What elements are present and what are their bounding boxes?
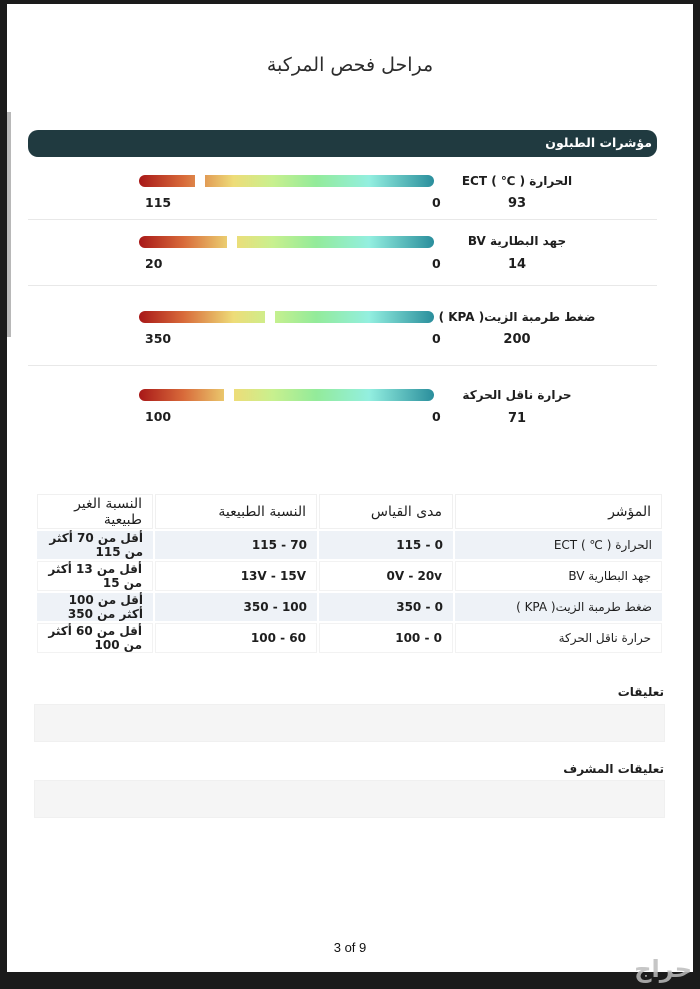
gauge-bar (139, 236, 434, 248)
cell-indicator: ضغط طرمبة الزيت( KPA ) (455, 593, 662, 621)
gauge-bar (139, 389, 434, 401)
table-row (37, 623, 662, 653)
gauge-marker (227, 236, 237, 248)
cell-normal: 70 - 115 (155, 531, 317, 559)
header-indicator: المؤشر (455, 494, 662, 529)
gauge-row-transmission-temp (28, 366, 657, 436)
gauge-marker (195, 175, 205, 187)
table-row (37, 561, 662, 591)
scrollbar-thumb[interactable] (7, 112, 11, 337)
cell-indicator: جهد البطارية BV (455, 561, 662, 591)
cell-range: 0 - 350 (319, 593, 453, 621)
cell-indicator: الحرارة ( ℃ ) ECT (455, 531, 662, 559)
gauge-label: ضغط طرمبة الزيت( KPA ) (438, 310, 596, 324)
supervisor-comments-label: تعليقات المشرف (563, 762, 664, 776)
comments-field[interactable] (34, 704, 665, 742)
table-row (37, 593, 662, 621)
header-abnormal-range: النسبة الغير طبيعية (37, 494, 153, 529)
gauge-bar (139, 175, 434, 187)
cell-range: 0 - 100 (319, 623, 453, 653)
watermark-logo: حراج (634, 955, 692, 983)
gauge-label: الحرارة ( ℃ ) ECT (461, 174, 573, 188)
cell-normal: 13V - 15V (155, 561, 317, 591)
gauge-min: 0 (432, 409, 441, 424)
table-header-row (37, 494, 662, 529)
gauge-min: 0 (432, 331, 441, 346)
gauge-max: 115 (145, 195, 172, 210)
gauge-min: 0 (432, 195, 441, 210)
gauge-marker (265, 311, 275, 323)
gauge-max: 100 (145, 409, 172, 424)
page-indicator: 3 of 9 (333, 940, 367, 955)
cell-abnormal: أقل من 100 أكثر من 350 (37, 593, 153, 621)
gauge-row-battery (28, 220, 657, 286)
cell-abnormal: أقل من 13 أكثر من 15 (37, 561, 153, 591)
comments-label: تعليقات (617, 685, 664, 699)
gauge-marker (224, 389, 234, 401)
gauge-row-ect (28, 160, 657, 220)
supervisor-comments-field[interactable] (34, 780, 665, 818)
gauge-max: 20 (145, 256, 163, 271)
gauge-min: 0 (432, 256, 441, 271)
gauge-max: 350 (145, 331, 172, 346)
section-header-dashboard-indicators (28, 130, 657, 157)
header-measure-range: مدى القياس (319, 494, 453, 529)
cell-abnormal: أقل من 60 أكثر من 100 (37, 623, 153, 653)
gauge-value: 71 (507, 411, 527, 426)
header-normal-range: النسبة الطبيعية (155, 494, 317, 529)
gauge-value: 93 (507, 196, 527, 211)
cell-normal: 100 - 350 (155, 593, 317, 621)
cell-indicator: حرارة ناقل الحركة (455, 623, 662, 653)
reference-ranges-table (35, 492, 664, 655)
section-title: مؤشرات الطبلون (545, 135, 652, 150)
gauge-label: حرارة ناقل الحركة (462, 388, 572, 402)
table-row (37, 531, 662, 559)
cell-normal: 60 - 100 (155, 623, 317, 653)
gauge-value: 14 (507, 257, 527, 272)
cell-abnormal: أقل من 70 أكثر من 115 (37, 531, 153, 559)
cell-range: 0V - 20v (319, 561, 453, 591)
gauge-row-oil-pressure (28, 286, 657, 366)
page-title: مراحل فحص المركبة (266, 54, 434, 76)
gauge-bar (139, 311, 434, 323)
cell-range: 0 - 115 (319, 531, 453, 559)
gauge-value: 200 (503, 332, 531, 347)
gauge-label: جهد البطارية BV (467, 234, 567, 248)
